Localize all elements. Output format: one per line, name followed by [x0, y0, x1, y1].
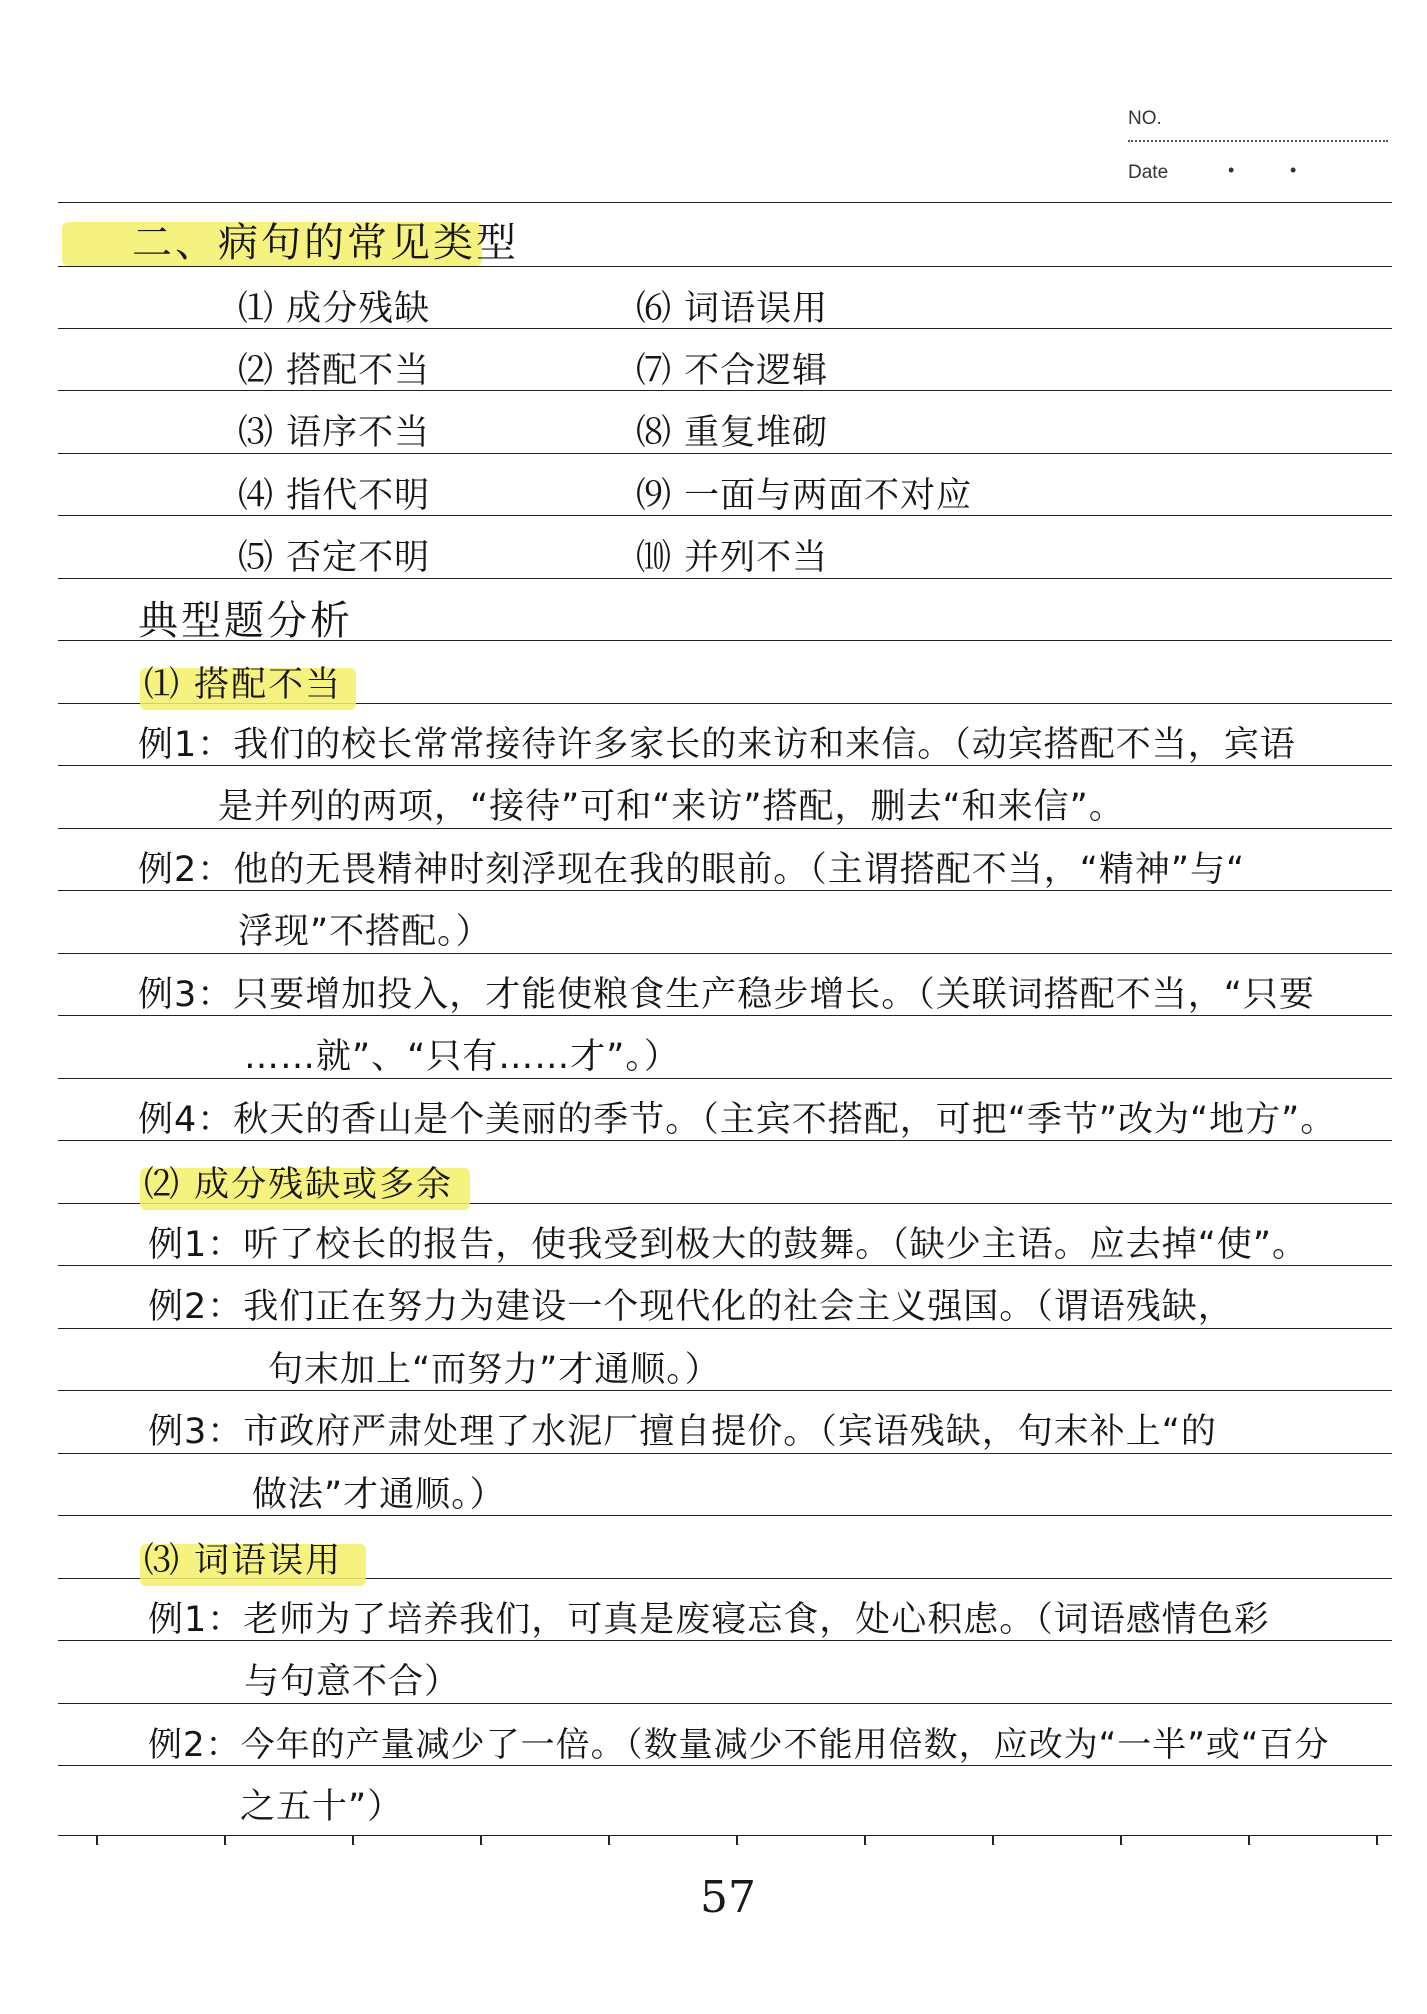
example-line: 例4：秋天的香山是个美丽的季节。（主宾不搭配，可把“季节”改为“地方”。 — [138, 1100, 1337, 1140]
header-dotted-line — [1128, 140, 1388, 142]
rule-tick — [1120, 1835, 1122, 1845]
example-line: 例1：听了校长的报告，使我受到极大的鼓舞。（缺少主语。应去掉“使”。 — [148, 1225, 1309, 1265]
example-line: 与句意不合） — [244, 1662, 461, 1702]
header-no-label: NO. — [1128, 108, 1162, 129]
subsection-heading: ⑴ 搭配不当 — [144, 665, 343, 705]
date-dot: • — [1290, 160, 1297, 180]
example-line: 例2：今年的产量减少了一倍。（数量减少不能用倍数，应改为“一半”或“百分 — [148, 1725, 1330, 1765]
example-line: 例1：老师为了培养我们，可真是废寝忘食，处心积虑。（词语感情色彩 — [148, 1600, 1270, 1640]
rule-tick — [1376, 1835, 1378, 1845]
page-number: 57 — [700, 1872, 756, 1923]
type-item: ⑼ 一面与两面不对应 — [636, 476, 973, 516]
example-line: 例2：我们正在努力为建设一个现代化的社会主义强国。（谓语残缺， — [148, 1287, 1234, 1327]
type-item: ⑵ 搭配不当 — [238, 351, 431, 391]
rule-tick — [352, 1835, 354, 1845]
section-title: 二、病句的常见类型 — [132, 220, 519, 266]
example-line: 例2：他的无畏精神时刻浮现在我的眼前。（主谓搭配不当，“精神”与“ — [138, 850, 1246, 890]
example-line: 句末加上“而努力”才通顺。） — [268, 1350, 721, 1390]
example-line: 是并列的两项，“接待”可和“来访”搭配，删去“和来信”。 — [218, 787, 1125, 827]
ruled-line — [58, 1835, 1392, 1836]
rule-tick — [96, 1835, 98, 1845]
example-line: ……就”、“只有……才”。） — [244, 1037, 680, 1077]
analysis-title: 典型题分析 — [138, 598, 353, 644]
example-line: 之五十”） — [240, 1787, 404, 1827]
subsection-heading: ⑶ 词语误用 — [144, 1541, 343, 1581]
type-item: ⑷ 指代不明 — [238, 476, 431, 516]
rule-tick — [992, 1835, 994, 1845]
rule-tick — [864, 1835, 866, 1845]
example-line: 浮现”不搭配。） — [238, 912, 492, 952]
type-item: ⑴ 成分残缺 — [238, 289, 431, 329]
type-item: ⑶ 语序不当 — [238, 413, 431, 453]
type-item: ⑸ 否定不明 — [238, 538, 431, 578]
example-line: 例3：只要增加投入，才能使粮食生产稳步增长。（关联词搭配不当，“只要 — [138, 975, 1315, 1015]
date-dot: • — [1228, 160, 1235, 180]
type-item: ⑺ 不合逻辑 — [636, 351, 829, 391]
rule-tick — [736, 1835, 738, 1845]
subsection-heading: ⑵ 成分残缺或多余 — [144, 1165, 454, 1205]
example-line: 做法”才通顺。） — [252, 1475, 506, 1515]
ruled-line — [58, 266, 1392, 267]
type-item: ⑹ 词语误用 — [636, 289, 829, 329]
type-item: ⑻ 重复堆砌 — [636, 413, 829, 453]
header-date-label: Date — [1128, 162, 1169, 183]
example-line: 例1：我们的校长常常接待许多家长的来访和来信。（动宾搭配不当，宾语 — [138, 725, 1296, 765]
rule-tick — [480, 1835, 482, 1845]
example-line: 例3：市政府严肃处理了水泥厂擅自提价。（宾语残缺，句末补上“的 — [148, 1412, 1217, 1452]
rule-tick — [608, 1835, 610, 1845]
ruled-line — [58, 202, 1392, 203]
type-item: ⑽ 并列不当 — [636, 538, 829, 578]
ruled-line — [58, 1390, 1392, 1391]
rule-tick — [224, 1835, 226, 1845]
rule-tick — [1248, 1835, 1250, 1845]
